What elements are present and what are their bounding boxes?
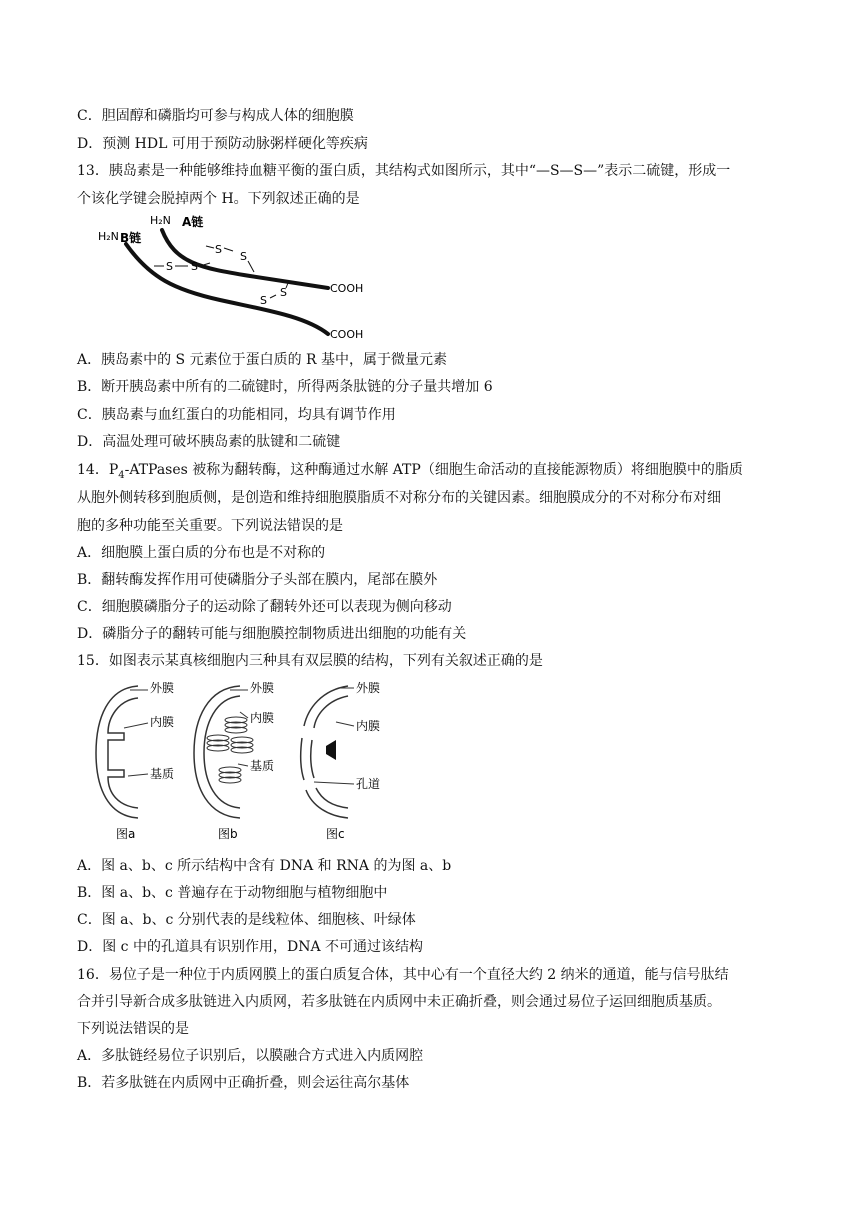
q15-option-c: C．图 a、b、c 分别代表的是线粒体、细胞核、叶绿体: [77, 912, 416, 928]
q14-stem-subscript: 4: [118, 469, 125, 481]
fig-a-inner-label: 内膜: [150, 715, 175, 729]
fig-a-matrix-label: 基质: [150, 767, 175, 781]
fig-b-grana: [207, 717, 253, 783]
q16-option-b: B．若多肽链在内质网中正确折叠，则会运往高尔基体: [77, 1075, 410, 1091]
b-chain-amino: H₂N: [98, 230, 119, 243]
q14-stem-line3: 胞的多种功能至关重要。下列说法错误的是: [77, 518, 343, 534]
sulfur-b2: S: [191, 260, 198, 273]
q13-option-a: A．胰岛素中的 S 元素位于蛋白质的 R 基中，属于微量元素: [77, 352, 448, 368]
q14-stem-line2: 从胞外侧转移到胞质侧，是创造和维持细胞膜脂质不对称分布的关键因素。细胞膜成分的不对称分布对细: [77, 490, 721, 506]
sulfur-a1: S: [215, 243, 222, 256]
q12-option-c: C．胆固醇和磷脂均可参与构成人体的细胞膜: [77, 108, 354, 124]
sulfur-a2: S: [240, 250, 247, 263]
b-chain-label: B链: [120, 231, 142, 245]
q13-option-c: C．胰岛素与血红蛋白的功能相同，均具有调节作用: [77, 407, 396, 423]
fig-c-inner-label: 内膜: [356, 719, 381, 733]
fig-b-outer-label: 外膜: [250, 681, 275, 695]
q14-option-a: A．细胞膜上蛋白质的分布也是不对称的: [77, 545, 326, 561]
fig-a-outer-label: 外膜: [150, 681, 175, 695]
fig-c-nuclear-envelope: [301, 686, 348, 818]
q14-stem-prefix: 14．P: [77, 462, 119, 478]
q13-stem-line2: 个该化学键会脱掉两个 H。下列叙述正确的是: [77, 191, 360, 207]
q14-stem-line1: [77, 460, 797, 486]
fig-c-pore-marker: [326, 740, 336, 760]
q14-stem-rest: -ATPases 被称为翻转酶，这种酶通过水解 ATP（细胞生命活动的直接能源物质）将细胞膜中的脂质: [124, 462, 743, 478]
q14-option-c: C．细胞膜磷脂分子的运动除了翻转外还可以表现为侧向移动: [77, 599, 452, 615]
q16-stem-line3: 下列说法错误的是: [77, 1021, 189, 1037]
sulfur-b1: S: [166, 260, 173, 273]
q15-option-a: A．图 a、b、c 所示结构中含有 DNA 和 RNA 的为图 a、b: [77, 858, 452, 874]
q16-stem-line2: 合并引导新合成多肽链进入内质网，若多肽链在内质网中未正确折叠，则会通过易位子运回细胞质基质。: [77, 994, 721, 1010]
b-chain-line: [126, 244, 328, 334]
fig-a-inner-membrane: [108, 698, 138, 808]
b-chain-cooh: COOH: [330, 328, 364, 341]
double-membrane-figure: [90, 678, 400, 844]
q16-stem-line1: 16．易位子是一种位于内质网膜上的蛋白质复合体，其中心有一个直径大约 2 纳米的通道，能与信号肽结: [77, 967, 729, 983]
q12-option-d: D．预测 HDL 可用于预防动脉粥样硬化等疾病: [77, 136, 368, 152]
q15-stem: 15．如图表示某真核细胞内三种具有双层膜的结构，下列有关叙述正确的是: [77, 653, 543, 669]
q13-option-b: B．断开胰岛素中所有的二硫键时，所得两条肽链的分子量共增加 6: [77, 379, 493, 395]
sulfur-c2: S: [260, 294, 267, 307]
q16-option-a: A．多肽链经易位子识别后，以膜融合方式进入内质网腔: [77, 1048, 424, 1064]
a-chain-amino: H₂N: [150, 214, 171, 227]
q15-option-b: B．图 a、b、c 普遍存在于动物细胞与植物细胞中: [77, 885, 388, 901]
fig-b-inner-label: 内膜: [250, 711, 275, 725]
sulfur-c1: S: [280, 286, 287, 299]
a-chain-label: A链: [182, 215, 204, 229]
fig-a-caption: 图a: [116, 827, 136, 841]
q13-stem-line1: 13．胰岛素是一种能够维持血糖平衡的蛋白质，其结构式如图所示，其中“—S—S—”表示二硫键，形成一: [77, 163, 731, 179]
fig-b-caption: 图b: [218, 827, 238, 841]
fig-c-pore-label: 孔道: [356, 777, 381, 791]
insulin-structure-figure: [90, 208, 390, 348]
fig-c-caption: 图c: [326, 827, 345, 841]
fig-a-outer-membrane: [96, 686, 138, 818]
q15-option-d: D．图 c 中的孔道具有识别作用，DNA 不可通过该结构: [77, 939, 423, 955]
q14-option-d: D．磷脂分子的翻转可能与细胞膜控制物质进出细胞的功能有关: [77, 626, 467, 642]
fig-c-outer-label: 外膜: [356, 681, 381, 695]
q13-option-d: D．高温处理可破坏胰岛素的肽键和二硫键: [77, 434, 341, 450]
fig-b-matrix-label: 基质: [250, 759, 275, 773]
q14-option-b: B．翻转酶发挥作用可使磷脂分子头部在膜内，尾部在膜外: [77, 572, 438, 588]
a-chain-cooh: COOH: [330, 282, 364, 295]
